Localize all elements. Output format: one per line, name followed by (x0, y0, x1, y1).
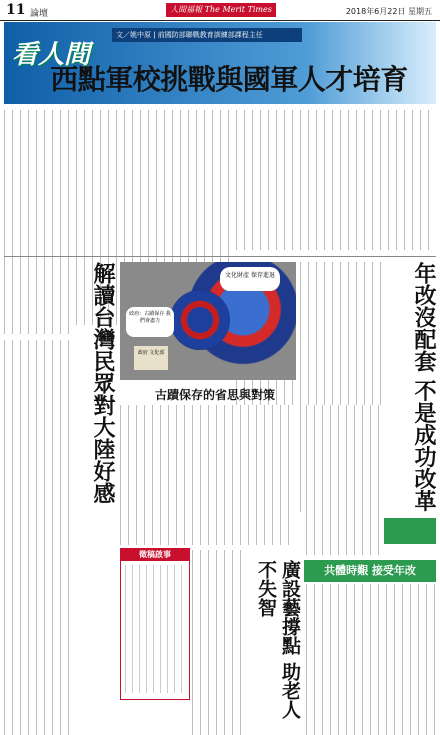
author-byline: 文／姚中原 | 前國防部聯戰教育訓練部課程主任 (112, 28, 302, 42)
masthead-logo: 人間福報 The Merit Times (166, 3, 276, 17)
page-number: 11 (6, 2, 26, 18)
main-article-body-right (236, 110, 436, 250)
dementia-article-body (192, 550, 242, 735)
editorial-cartoon (120, 262, 296, 380)
call-for-submissions-body (125, 565, 185, 693)
taiwan-article-body (4, 340, 76, 735)
dementia-article-title: 廣設藝撐點 助老人不失智 (255, 560, 301, 719)
heritage-article-body (120, 405, 296, 545)
section-divider (4, 256, 436, 257)
section-label: 論壇 (30, 9, 49, 19)
cartoon-caption: 古蹟保存的省思與對策 (154, 388, 275, 402)
column-logo: 看人間 (12, 40, 91, 70)
sidebar-article-body (306, 584, 436, 735)
target-globe-icon (170, 290, 230, 350)
call-for-submissions-box (120, 548, 190, 700)
issue-date: 2018年6月22日 星期五 (345, 7, 432, 16)
call-for-submissions-title: 徵稿啟事 (121, 549, 189, 561)
taiwan-article-body-top (4, 262, 76, 334)
right-column-body (306, 405, 382, 555)
main-headline: 西點軍校挑戰與國軍人才培育 (50, 63, 408, 96)
speech-bubble-left: 政府：古蹟保存 我們會盡力 (126, 307, 174, 337)
wall-label: 政府 文化部 (134, 346, 168, 370)
speech-bubble-top: 文化財產 保存進退 (220, 267, 280, 291)
pension-tag (384, 518, 436, 544)
sidebar-title: 共體時艱 接受年改 (304, 560, 436, 582)
taiwan-article-title: 解讀台灣民眾對大陸好感 (90, 262, 116, 504)
pension-article-title: 年改沒配套 不是成功改革 (411, 262, 437, 512)
